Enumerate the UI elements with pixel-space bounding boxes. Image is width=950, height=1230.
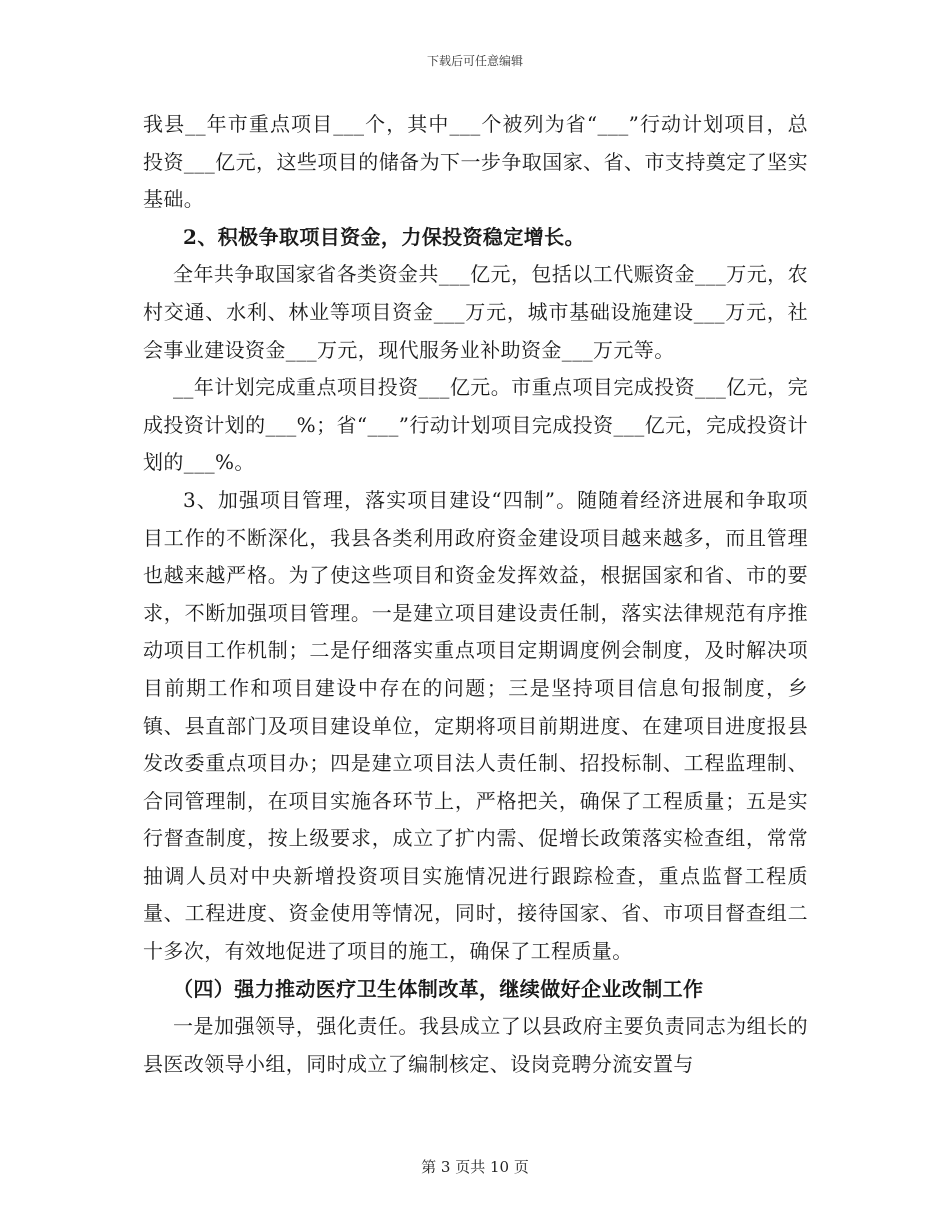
paragraph-funding-total: 全年共争取国家省各类资金共___亿元，包括以工代赈资金___万元，农村交通、水利、林业等项目资金___万元，城市基础设施建设___万元，社会事业建设资金___万元，现代服务业补助资金___万元等。 — [143, 262, 808, 362]
paragraph-project-management: 3、加强项目管理，落实项目建设“四制”。随随着经济进展和争取项目工作的不断深化，我县各类利用政府资金建设项目越来越多，而且管理也越来越严格。为了使这些项目和资金发挥效益，根据国家和省、市的要求，不断加强项目管理。一是建立项目建设责任制，落实法律规范有序推动项目工作机制；二是仔细落实重点项目定期调度例会制度，及时解决项目前期工作和项目建设中存在的问题；三是坚持项目信息旬报制度，乡镇、县直部门及项目建设单位，定期将项目前期进度、在建项目进度报县发改委重点项目办；四是建立项目法人责任制、招投标制、工程监理制、合同管理制，在项目实施各环节上，严格把关，确保了工程质量；五是实行督查制度，按上级要求，成立了扩内需、促增长政策落实检查组，常常抽调人员对中央新增投资项目实施情况进行跟踪检查，重点监督工程质量、工程进度、资金使用等情况，同时，接待国家、省、市项目督查组二十多次，有效地促进了项目的施工，确保了工程质量。 — [143, 487, 808, 964]
page-footer: 第 3 页共 10 页 — [421, 1158, 529, 1176]
section-heading-funding: 2、积极争取项目资金，力保投资稳定增长。 — [183, 224, 585, 249]
document-body — [143, 106, 808, 1083]
page-header: 下载后可任意编辑 — [426, 54, 523, 68]
section-heading-medical-reform: （四）强力推动医疗卫生体制改革，继续做好企业改制工作 — [173, 976, 704, 1001]
paragraph-leadership: 一是加强领导，强化责任。我县成立了以县政府主要负责同志为组长的县医改领导小组，同时成立了编制核定、设岗竞聘分流安置与 — [143, 1014, 808, 1076]
paragraph-investment-plan: __年计划完成重点项目投资___亿元。市重点项目完成投资___亿元，完成投资计划的___%；省“___”行动计划项目完成投资___亿元，完成投资计划的___%。 — [143, 375, 808, 475]
paragraph-project-reserve: 我县__年市重点项目___个，其中___个被列为省“___”行动计划项目，总投资___亿元，这些项目的储备为下一步争取国家、省、市支持奠定了坚实基础。 — [143, 112, 808, 212]
